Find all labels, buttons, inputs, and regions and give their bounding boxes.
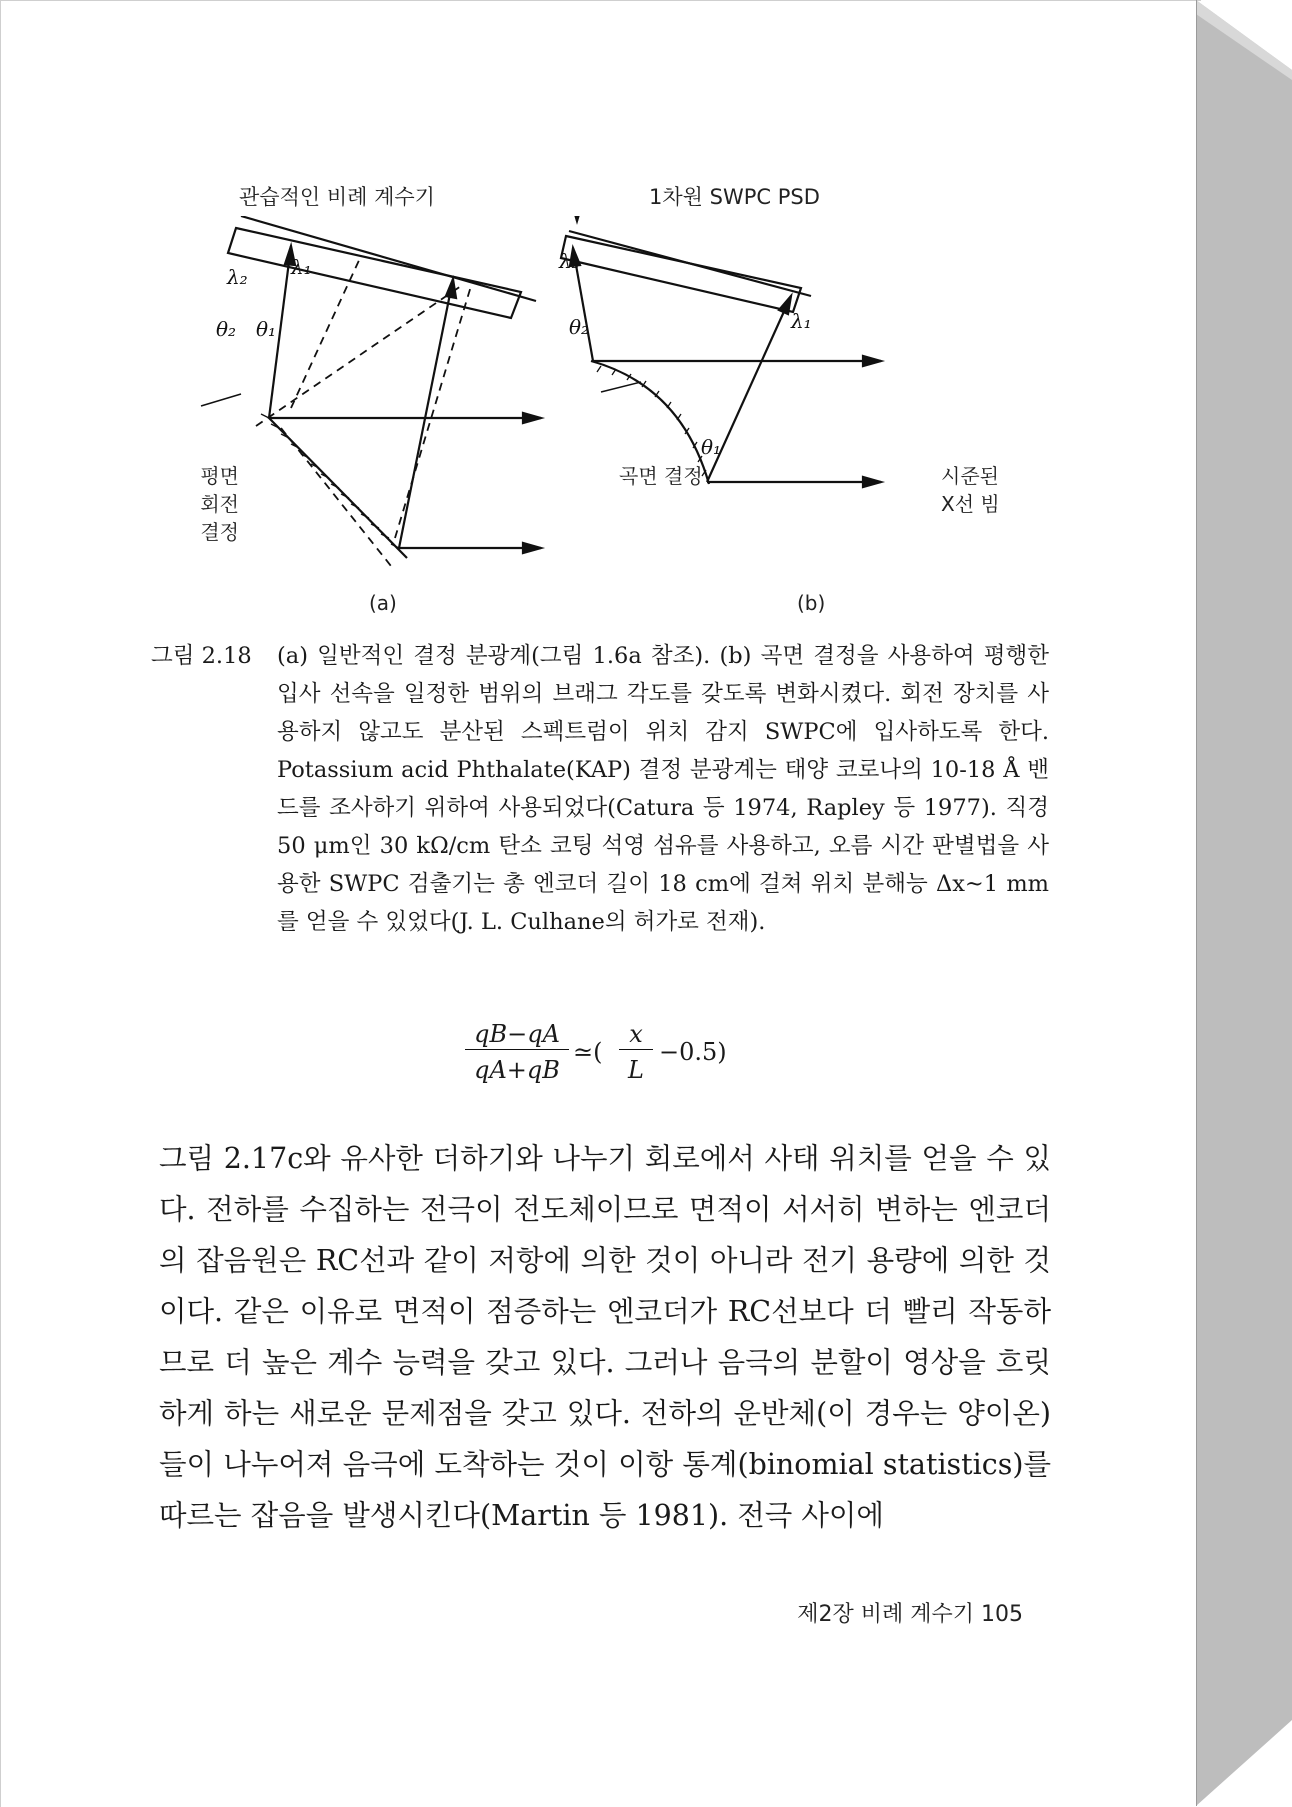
- label-flat-crystal: 평면 회전 결정: [200, 464, 239, 544]
- theta2-b: θ₂: [569, 315, 590, 339]
- formula-frac-den: L: [628, 1056, 644, 1084]
- lambda1-a: λ₁: [291, 255, 312, 279]
- formula-denominator: qA+qB: [474, 1056, 560, 1084]
- theta2-a: θ₂: [216, 317, 237, 341]
- formula-tail: −0.5): [659, 1038, 727, 1066]
- panel-a-title: 관습적인 비례 계수기: [239, 185, 435, 209]
- formula-frac-num: x: [619, 1019, 653, 1050]
- caption-text: (a) 일반적인 결정 분광계(그림 1.6a 참조). (b) 곡면 결정을 사용하여 평행한 입사 선속을 일정한 범위의 브래그 각도를 갖도록 변화시켰다. 회전 장치를 사용하지 않고도 분산된 스펙트럼이 위치 감지 SWPC에 입사하도록 한다. Potassium acid Phthalate(KAP) 결정 분광계는 태양 코로나의 10-18 Å 밴드를 조사하기 위하여 사용되었다(Catura 등 1974, Rapley 등 1977). 직경 50 μm인 30 kΩ/cm 탄소 코팅 석영 섬유를 사용하고, 오름 시간 판별법을 사용한 SWPC 검출기는 총 엔코더 길이 18 cm에 걸쳐 위치 분해능 Δx~1 mm를 얻을 수 있었다(J. L. Culhane의 허가로 전재).: [277, 643, 1049, 935]
- panel-a-label: (a): [369, 591, 397, 615]
- caption-number: 그림 2.18: [151, 643, 252, 669]
- lambda1-b: λ₁: [791, 309, 812, 333]
- body-paragraph: 그림 2.17c와 유사한 더하기와 나누기 회로에서 사태 위치를 얻을 수 있다. 전하를 수집하는 전극이 전도체이므로 면적이 서서히 변하는 엔코더의 잡음원은 RC선과 같이 저항에 의한 것이 아니라 전기 용량에 의한 것이다. 같은 이유로 면적이 점증하는 엔코더가 RC선보다 더 빨리 작동하므로 더 높은 계수 능력을 갖고 있다. 그러나 음극의 분할이 영상을 흐릿하게 하는 새로운 문제점을 갖고 있다. 전하의 운반체(이 경우는 양이온)들이 나누어져 음극에 도착하는 것이 이항 통계(binomial statistics)를 따르는 잡음을 발생시킨다(Martin 등 1981). 전극 사이에: [159, 1142, 1051, 1532]
- formula-relation: ≃(: [573, 1038, 603, 1066]
- spectrometer-diagram: [161, 216, 1041, 596]
- label-curved-crystal: 곡면 결정: [619, 464, 703, 488]
- panel-b-title: 1차원 SWPC PSD: [649, 185, 820, 209]
- label-beam: 시준된 X선 빔: [941, 464, 1000, 516]
- formula: [461, 1019, 801, 1089]
- lambda2-a: λ₂: [227, 265, 248, 289]
- lambda2-b: λ₂: [559, 249, 580, 273]
- theta1-a: θ₁: [256, 317, 277, 341]
- panel-b-label: (b): [797, 591, 826, 615]
- page-stack-edge: [1196, 0, 1292, 1806]
- formula-numerator: qB−qA: [465, 1019, 569, 1050]
- page-footer: 제2장 비례 계수기 105: [797, 1602, 1023, 1627]
- theta1-b: θ₁: [701, 435, 722, 459]
